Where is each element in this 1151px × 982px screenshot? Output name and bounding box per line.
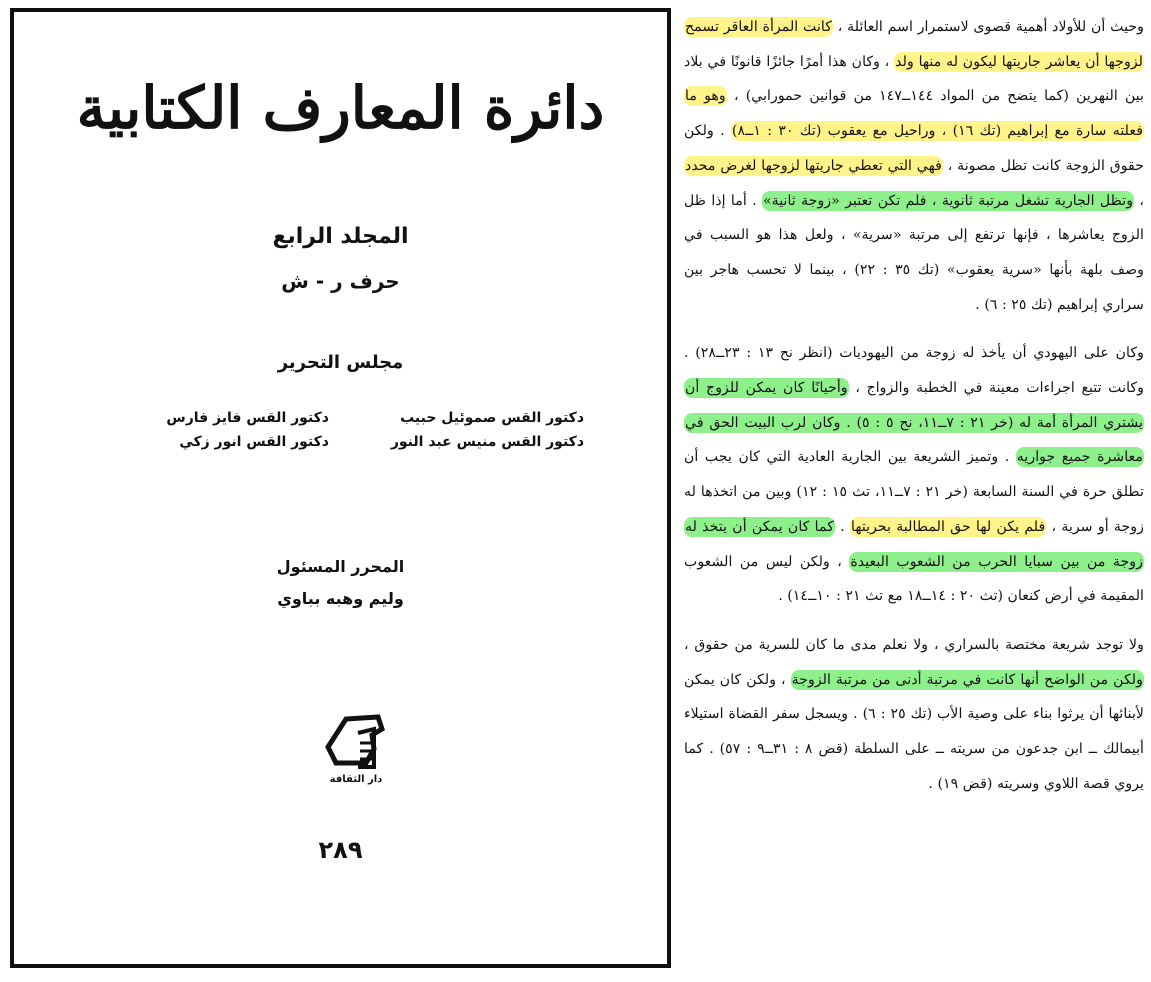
highlight-green: كما كان يمكن أن يتخذ له زوجة من بين سبايا الحرب من الشعوب البعيدة bbox=[685, 518, 1143, 570]
chief-editor-name: وليم وهبه بباوي bbox=[277, 589, 404, 608]
page-number: ٢٨٩ bbox=[318, 836, 363, 864]
editorial-board-label: مجلس التحرير bbox=[277, 352, 404, 373]
paragraph-2 bbox=[684, 336, 1144, 614]
board-member: دكتور القس انور زكي bbox=[179, 434, 329, 450]
article-text bbox=[684, 10, 1144, 815]
text-segment: . وتميز الشريعة بين الجارية العادية التي كان يجب أن تطلق حرة في السنة السابعة (خر ٢١ : ٧ــ١١، تث ١٥ : ١٢) وبين من اتخذها له زوجة أو سرية ، bbox=[684, 449, 1144, 535]
highlight-green: وتظل الجارية تشغل مرتبة ثانوية ، فلم تكن تعتبر «زوجة ثانية» bbox=[762, 192, 1134, 209]
text-segment: ، bbox=[1134, 192, 1144, 209]
highlight-yellow: فهي التي تعطي جاريتها لزوجها لغرض محدد bbox=[685, 157, 942, 174]
text-segment: ، وكان هذا أمرًا جائزًا قانونًا في بلاد بين النهرين (كما يتضح من المواد ١٤٤ــ١٤٧ من قوانين حمورابي) ، bbox=[684, 53, 1144, 105]
publisher-name: دار الثقافة bbox=[329, 774, 383, 785]
highlight-yellow: كانت المرأة العاقر تسمح لزوجها أن يعاشر جاريتها ليكون له منها ولد bbox=[685, 19, 1143, 70]
publisher-logo bbox=[316, 707, 396, 787]
paragraph-3 bbox=[684, 628, 1144, 802]
text-segment: ولا توجد شريعة مختصة بالسراري ، ولا نعلم مدى ما كان للسرية من حقوق ، bbox=[684, 636, 1144, 653]
board-member: دكتور القس منيس عبد النور bbox=[390, 434, 584, 450]
encyclopedia-title: دائرة المعارف الكتابية bbox=[76, 74, 605, 142]
text-segment: . ولكن حقوق الزوجة كانت تظل مصونة ، bbox=[684, 123, 1144, 174]
text-segment: وكان على اليهودي أن يأخذ له زوجة من اليهوديات (انظر نح ١٣ : ٢٣ــ٢٨) . وكانت تتبع اجراءات معينة في الخطبة والزواج ، bbox=[684, 345, 1144, 397]
board-members bbox=[114, 410, 584, 450]
text-segment: . أما إذا ظل الزوج يعاشرها ، فإنها ترتفع إلى مرتبة «سرية» ، ولعل هذا هو السبب في وصف بلهة بأنها «سرية يعقوب» (تك ٣٥ : ٢٢) ، بينما لا تحسب هاجر بين سراري إبراهيم (تك ٢٥ : ٦) . bbox=[684, 192, 1144, 313]
text-segment: وحيث أن للأولاد أهمية قصوى لاستمرار اسم العائلة ، bbox=[833, 19, 1144, 35]
text-segment: . bbox=[834, 518, 850, 535]
text-segment: ، ولكن كان يمكن لأبنائها أن يرثوا بناء على وصية الأب (تك ٢٥ : ٦) . ويسجل سفر القضاة استيلاء أبيمالك ــ ابن جدعون من سريته ــ على السلطة (قض ٨ : ٣١ــ٩ : ٥٧) . كما يروي قصة اللاوي وسريته (قض ١٩) . bbox=[684, 671, 1145, 792]
volume-label: المجلد الرابع bbox=[272, 224, 409, 249]
highlight-green: وأحيانًا كان يمكن للزوج أن يشتري المرأة أمة له (خر ٢١ : ٧ــ١١، نح ٥ : ٥) . وكان لرب البيت الحق في معاشرة جميع جواريه bbox=[685, 380, 1144, 466]
letters-range: حرف ر - ش bbox=[281, 269, 400, 293]
board-member: دكتور القس صموئيل حبيب bbox=[400, 410, 584, 426]
chief-editor-label: المحرر المسئول bbox=[276, 557, 405, 576]
board-member: دكتور القس فايز فارس bbox=[166, 410, 329, 426]
highlight-yellow: وهو ما فعلته سارة مع إبراهيم (تك ١٦) ، وراحيل مع يعقوب (تك ٣٠ : ١ــ٨) bbox=[685, 88, 1143, 140]
text-segment: ، ولكن ليس من الشعوب المقيمة في أرض كنعان (تث ٢٠ : ١٤ــ١٨ مع تث ٢١ : ١٠ــ١٤) . bbox=[684, 553, 1144, 605]
highlight-green: ولكن من الواضح أنها كانت في مرتبة أدنى من مرتبة الزوجة bbox=[791, 671, 1143, 688]
highlight-yellow: فلم يكن لها حق المطالبة بحريتها bbox=[851, 518, 1046, 535]
paragraph-1 bbox=[684, 10, 1144, 322]
title-page bbox=[10, 8, 671, 968]
